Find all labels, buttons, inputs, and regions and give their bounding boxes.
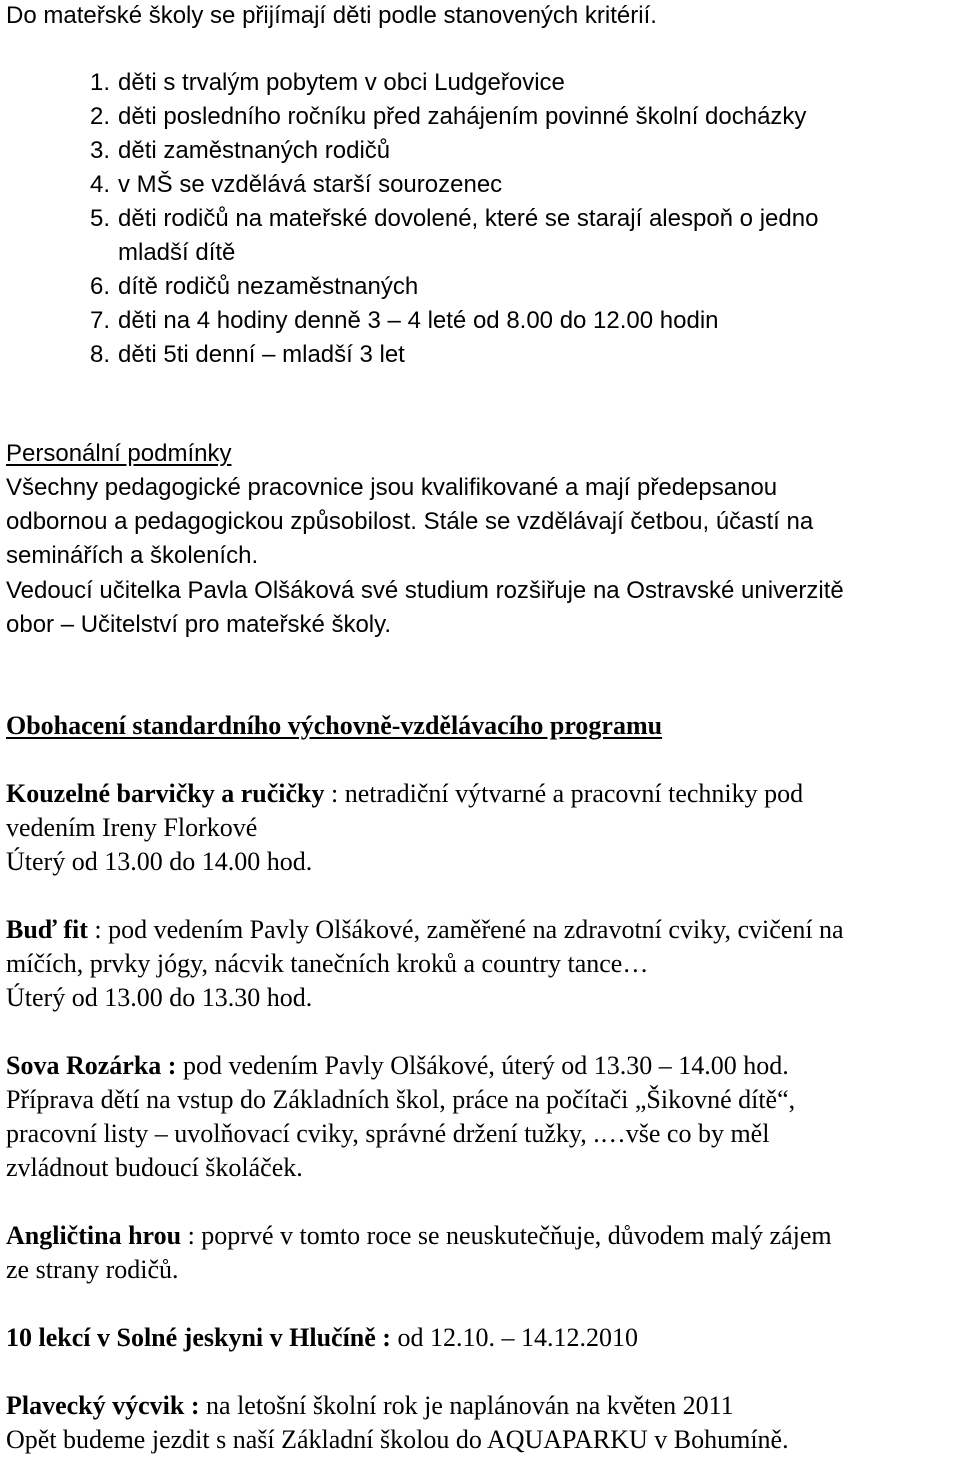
plavecky-line2: Opět budeme jezdit s naší Základní školou do AQUAPARKU v Bohumíně. xyxy=(6,1425,789,1454)
list-item-text: dítě rodičů nezaměstnaných xyxy=(118,273,419,300)
list-item-text: děti rodičů na mateřské dovolené, které se starají alespoň o jedno xyxy=(118,205,819,232)
fit-line2: míčích, prvky jógy, nácvik tanečních kroků a country tance… xyxy=(6,949,649,978)
list-item-text: v MŠ se vzdělává starší sourozenec xyxy=(118,171,503,198)
list-item-text: děti zaměstnaných rodičů xyxy=(118,137,391,164)
sova-line3: pracovní listy – uvolňovací cviky, správné držení tužky, .…vše co by měl xyxy=(6,1119,770,1148)
enrichment-heading: Obohacení standardního výchovně-vzdělávacího programu xyxy=(6,711,663,740)
anglictina-line2: ze strany rodičů. xyxy=(6,1255,179,1284)
kouzelne-line xyxy=(6,781,803,807)
plavecky-line xyxy=(6,1393,734,1419)
fit-description: : pod vedením Pavly Olšákové, zaměřené na zdravotní cviky, cvičení na xyxy=(87,915,844,944)
personal-text-line: Vedoucí učitelka Pavla Olšáková své studium rozšiřuje na Ostravské univerzitě xyxy=(6,577,844,604)
solna-title: 10 lekcí v Solné jeskyni v Hlučíně : xyxy=(6,1323,391,1352)
kouzelne-description: : netradiční výtvarné a pracovní techniky pod xyxy=(324,779,804,808)
anglictina-description: : poprvé v tomto roce se neuskutečňuje, důvodem malý zájem xyxy=(181,1221,832,1250)
list-item-text: děti na 4 hodiny denně 3 – 4 leté od 8.00 do 12.00 hodin xyxy=(118,307,719,334)
list-item-number: 6. xyxy=(89,273,110,300)
solna-description: od 12.10. – 14.12.2010 xyxy=(390,1323,638,1352)
fit-time: Úterý od 13.00 do 13.30 hod. xyxy=(6,983,313,1012)
plavecky-description: na letošní školní rok je naplánován na květen 2011 xyxy=(199,1391,734,1420)
list-item-text-continued: mladší dítě xyxy=(118,239,236,266)
solna-line xyxy=(6,1325,638,1351)
kouzelne-time: Úterý od 13.00 do 14.00 hod. xyxy=(6,847,313,876)
personal-text-line: Všechny pedagogické pracovnice jsou kvalifikované a mají předepsanou xyxy=(6,474,778,501)
list-item-number: 2. xyxy=(89,103,110,130)
fit-line xyxy=(6,917,844,943)
sova-title: Sova Rozárka : xyxy=(6,1051,177,1080)
list-item-number: 1. xyxy=(89,69,110,96)
personal-heading: Personální podmínky xyxy=(6,440,232,467)
list-item-number: 3. xyxy=(89,137,110,164)
sova-line2: Příprava dětí na vstup do Základních škol, práce na počítači „Šikovné dítě“, xyxy=(6,1085,796,1114)
personal-text-line: odbornou a pedagogickou způsobilost. Stále se vzdělávají četbou, účastí na xyxy=(6,508,814,535)
anglictina-title: Angličtina hrou xyxy=(6,1221,182,1250)
list-item-number: 8. xyxy=(89,341,110,368)
list-item-text: děti s trvalým pobytem v obci Ludgeřovice xyxy=(118,69,565,96)
kouzelne-line2: vedením Ireny Florkové xyxy=(6,813,258,842)
plavecky-title: Plavecký výcvik : xyxy=(6,1391,200,1420)
list-item-number: 4. xyxy=(89,171,110,198)
list-item-number: 7. xyxy=(89,307,110,334)
list-item-text: děti posledního ročníku před zahájením povinné školní docházky xyxy=(118,103,807,130)
intro-text: Do mateřské školy se přijímají děti podle stanovených kritérií. xyxy=(6,2,657,29)
personal-text-line: obor – Učitelství pro mateřské školy. xyxy=(6,611,392,638)
anglictina-line xyxy=(6,1223,832,1249)
kouzelne-title: Kouzelné barvičky a ručičky xyxy=(6,779,325,808)
fit-title: Buď fit xyxy=(6,915,88,944)
list-item-text: děti 5ti denní – mladší 3 let xyxy=(118,341,405,368)
list-item-number: 5. xyxy=(89,205,110,232)
sova-line4: zvládnout budoucí školáček. xyxy=(6,1153,303,1182)
sova-description: pod vedením Pavly Olšákové, úterý od 13.30 – 14.00 hod. xyxy=(176,1051,789,1080)
personal-text-line: seminářích a školeních. xyxy=(6,542,259,569)
sova-line xyxy=(6,1053,789,1079)
